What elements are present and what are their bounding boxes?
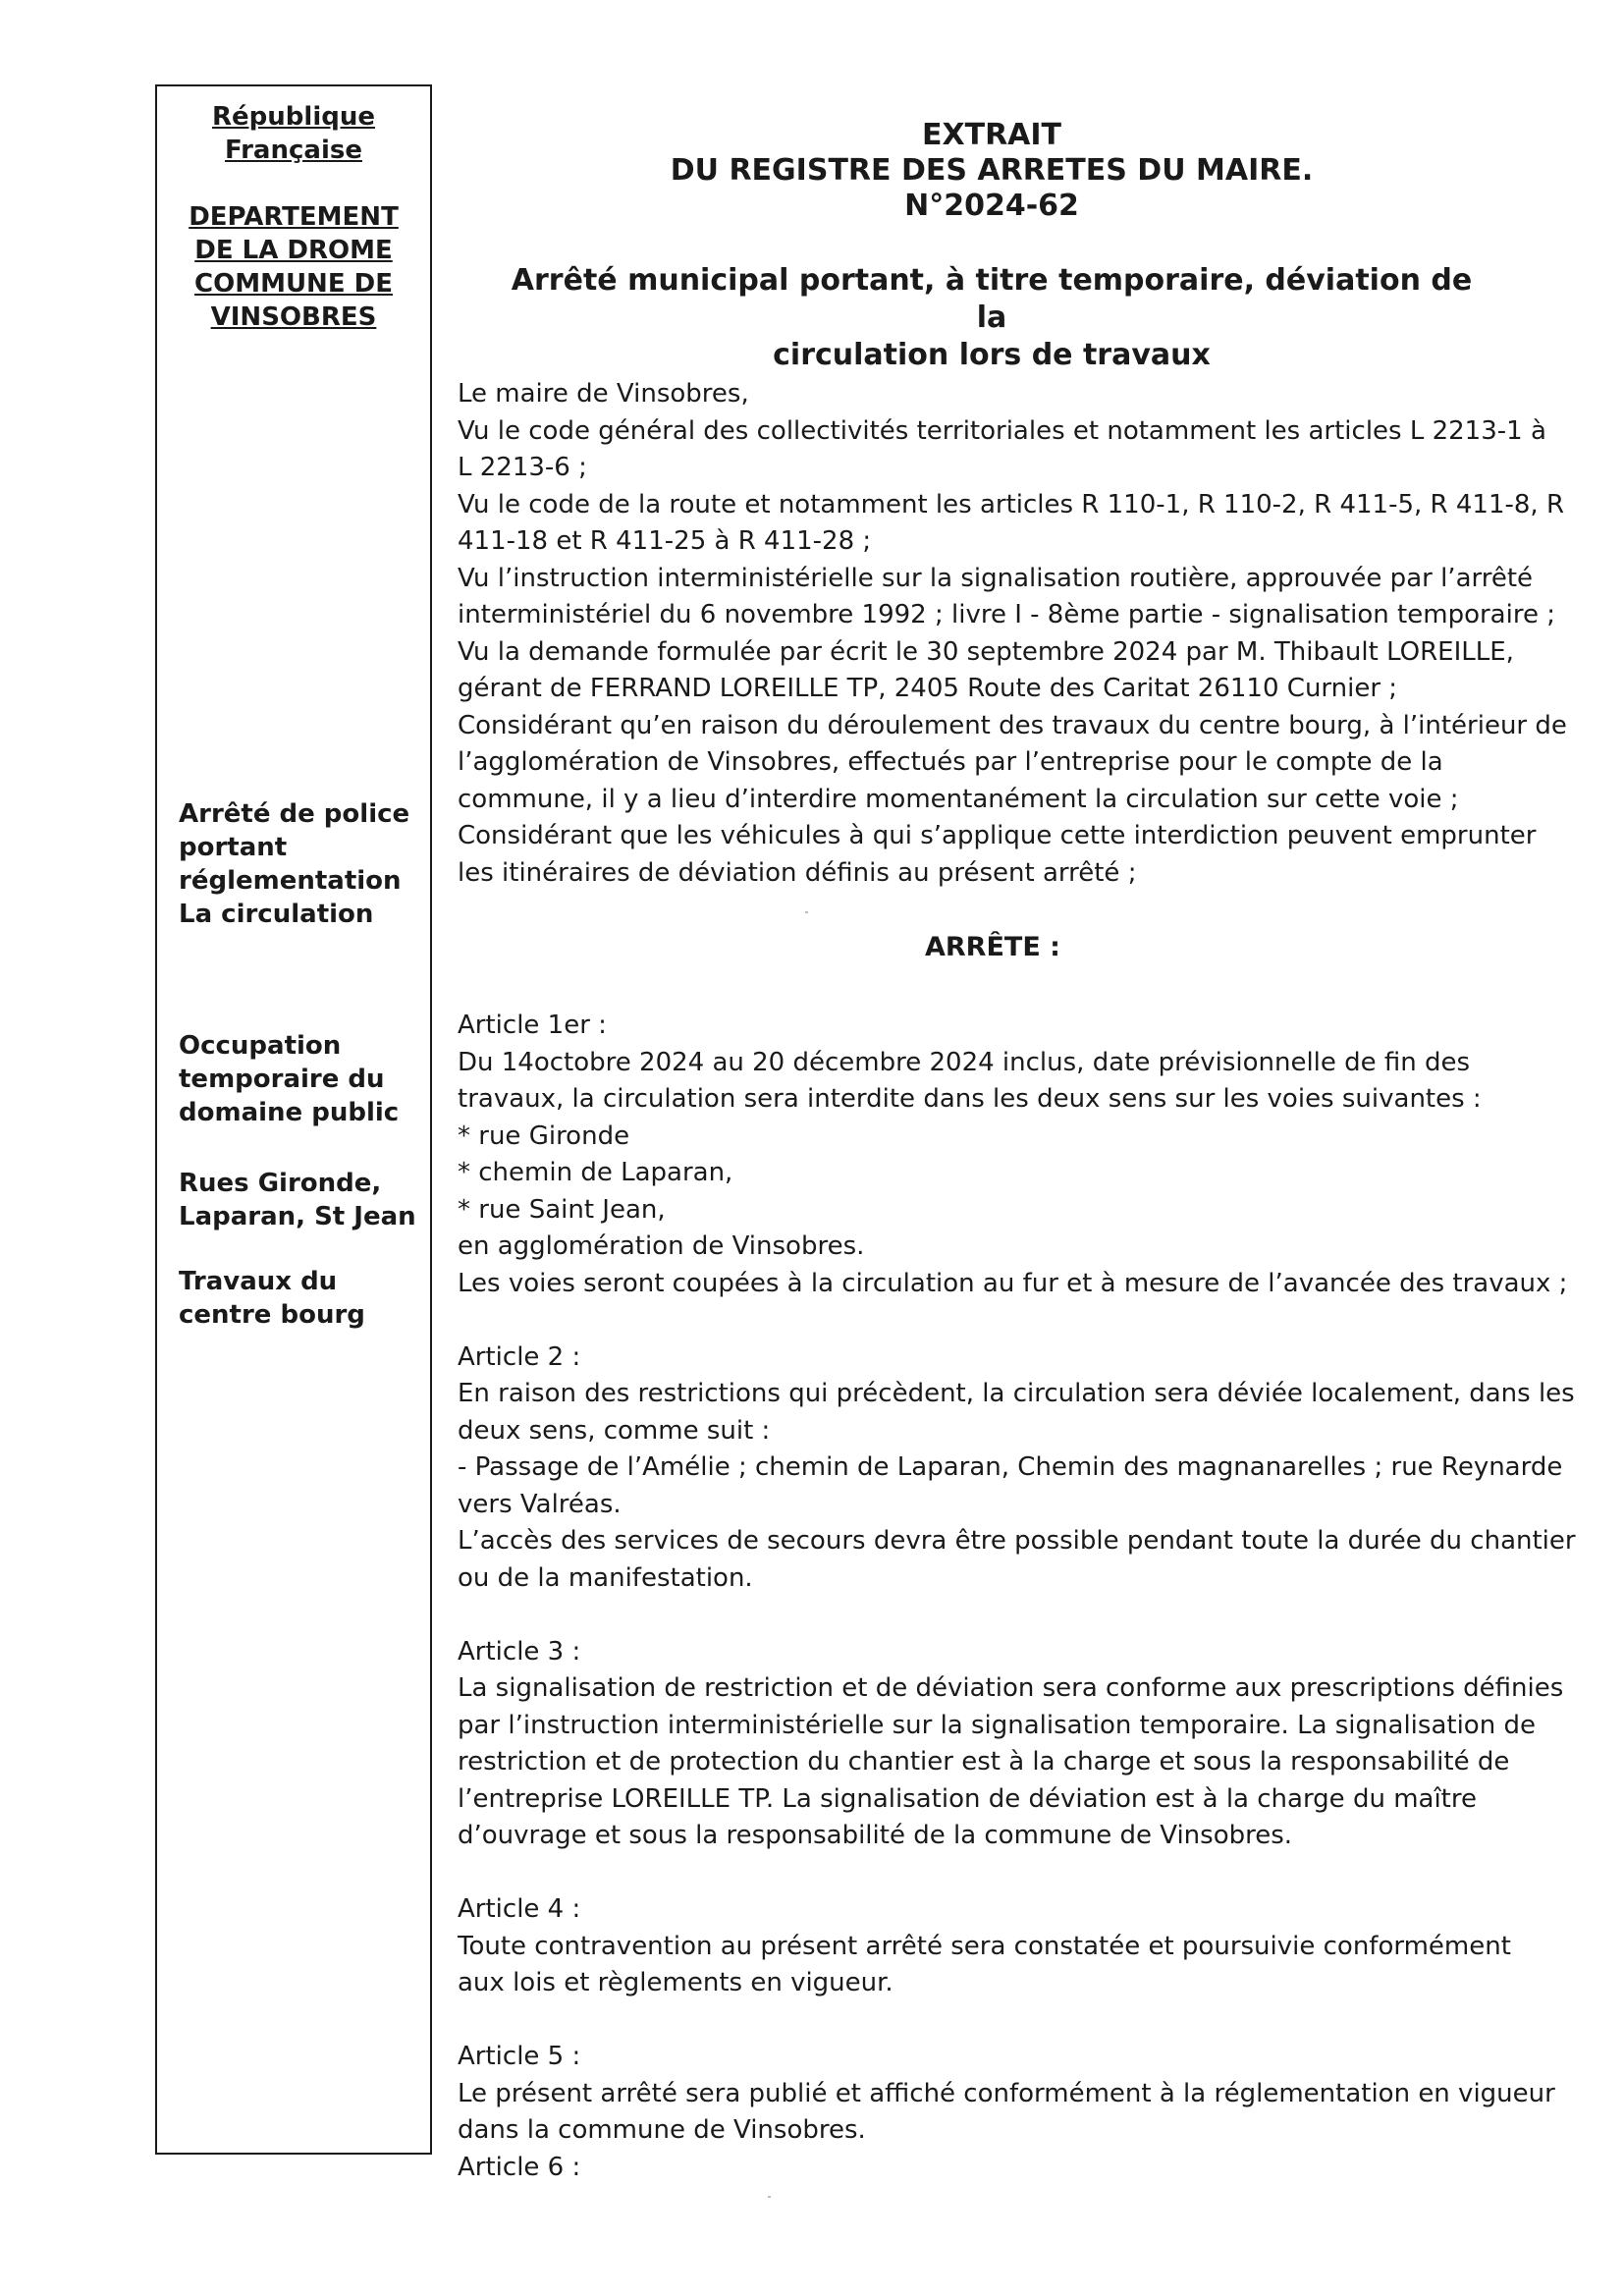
article-line: Le présent arrêté sera publié et affiché conformément à la réglementation en vigueur xyxy=(458,2078,1555,2108)
sidebar-header xyxy=(157,100,430,167)
subtitle-line: Arrêté municipal portant, à titre temporaire, déviation de la xyxy=(511,263,1473,335)
article-line: vers Valréas. xyxy=(458,1489,622,1519)
sidebar-department-line: DE LA DROME xyxy=(194,236,393,265)
article-line: aux lois et règlements en vigueur. xyxy=(458,1968,893,1997)
preamble-line: l’agglomération de Vinsobres, effectués par l’entreprise pour le compte de la xyxy=(458,747,1443,777)
sidebar-occupation-note xyxy=(179,1029,424,1129)
article-line: Du 14octobre 2024 au 20 décembre 2024 inclus, date prévisionnelle de fin des xyxy=(458,1047,1471,1077)
scan-speck xyxy=(768,2196,771,2198)
paragraph-gap xyxy=(458,1855,1528,1892)
subtitle-line: circulation lors de travaux xyxy=(773,338,1211,372)
article-line: En raison des restrictions qui précèdent, la circulation sera déviée localement, dans les xyxy=(458,1379,1575,1408)
sidebar-department-line: VINSOBRES xyxy=(210,302,377,332)
sidebar-department-line: DEPARTEMENT xyxy=(189,202,399,232)
scan-speck xyxy=(805,911,808,913)
article-3 xyxy=(458,1634,1564,1855)
sidebar-works-line: Travaux du xyxy=(179,1267,338,1296)
preamble-line: Considérant qu’en raison du déroulement des travaux du centre bourg, à l’intérieur de xyxy=(458,710,1567,740)
article-line: L’accès des services de secours devra être possible pendant toute la durée du chantier xyxy=(458,1526,1576,1556)
article-line: par l’instruction interministérielle sur la signalisation temporaire. La signalisation de xyxy=(458,1710,1536,1740)
article-line: * rue Saint Jean, xyxy=(458,1194,666,1225)
sidebar-header-line: Française xyxy=(225,136,362,165)
article-line: d’ouvrage et sous la responsabilité de la commune de Vinsobres. xyxy=(458,1821,1293,1850)
preamble-line: 411-18 et R 411-25 à R 411-28 ; xyxy=(458,526,872,556)
preamble-line: Vu l’instruction interministérielle sur la signalisation routière, approuvée par l’arrêté xyxy=(458,563,1534,593)
preamble-line: interministériel du 6 novembre 1992 ; livre I - 8ème partie - signalisation temporaire ; xyxy=(458,600,1555,629)
article-line: l’entreprise LOREILLE TP. La signalisation de déviation est à la charge du maître xyxy=(458,1783,1477,1814)
preamble-line: Vu le code de la route et notamment les articles R 110-1, R 110-2, R 411-5, R 411-8, R xyxy=(458,489,1565,519)
title-line: N°2024-62 xyxy=(904,189,1079,223)
article-5 xyxy=(458,2039,1555,2150)
article-title: Article 6 : xyxy=(458,2152,581,2182)
article-title: Article 2 : xyxy=(458,1341,581,1372)
article-line: La signalisation de restriction et de déviation sera conforme aux prescriptions définies xyxy=(458,1673,1564,1703)
sidebar-works-note xyxy=(179,1265,424,1332)
article-line: Les voies seront coupées à la circulation au fur et à mesure de l’avancée des travaux ; xyxy=(458,1268,1568,1298)
title-line: EXTRAIT xyxy=(921,118,1062,152)
sidebar-occupation-line: temporaire du xyxy=(179,1065,385,1094)
sidebar-department xyxy=(157,200,430,334)
preamble-line: L 2213-6 ; xyxy=(458,453,587,482)
arrete-heading: ARRÊTE : xyxy=(925,932,1060,962)
article-title: Article 4 : xyxy=(458,1894,581,1924)
sidebar-occupation-line: Occupation xyxy=(179,1031,342,1061)
article-line: travaux, la circulation sera interdite dans les deux sens sur les voies suivantes : xyxy=(458,1084,1482,1114)
title-line: DU REGISTRE DES ARRETES DU MAIRE. xyxy=(670,153,1314,188)
sidebar-police-line: réglementation xyxy=(179,866,402,896)
sidebar-department-line: COMMUNE DE xyxy=(194,269,393,299)
article-title: Article 3 : xyxy=(458,1636,581,1667)
sidebar-streets-line: Laparan, St Jean xyxy=(179,1202,416,1231)
paragraph-gap xyxy=(458,1597,1528,1634)
sidebar-works-line: centre bourg xyxy=(179,1300,365,1330)
paragraph-gap xyxy=(458,1302,1528,1339)
sidebar-police-line: La circulation xyxy=(179,900,374,929)
article-2 xyxy=(458,1339,1576,1598)
article-line: deux sens, comme suit : xyxy=(458,1415,771,1446)
article-line: en agglomération de Vinsobres. xyxy=(458,1231,865,1261)
paragraph-gap xyxy=(458,2002,1528,2040)
preamble-line: Vu le code général des collectivités territoriales et notamment les articles L 2213-1 à xyxy=(458,415,1546,446)
article-line: - Passage de l’Amélie ; chemin de Laparan, Chemin des magnanarelles ; rue Reynarde xyxy=(458,1452,1563,1482)
sidebar-police-line: Arrêté de police xyxy=(179,799,410,829)
sidebar-header-line: République xyxy=(212,102,375,132)
article-line: Toute contravention au présent arrêté sera constatée et poursuivie conformément xyxy=(458,1931,1511,1961)
sidebar-occupation-line: domaine public xyxy=(179,1098,400,1127)
article-4 xyxy=(458,1891,1528,2002)
preamble-line: Le maire de Vinsobres, xyxy=(458,379,749,409)
sidebar-box xyxy=(155,84,432,2155)
preamble-line: Vu la demande formulée par écrit le 30 septembre 2024 par M. Thibault LOREILLE, xyxy=(458,636,1514,667)
document-subtitle xyxy=(511,262,1473,374)
article-1 xyxy=(458,1008,1568,1302)
article-line: * rue Gironde xyxy=(458,1121,630,1151)
document-title xyxy=(511,118,1473,224)
sidebar-streets-line: Rues Gironde, xyxy=(179,1169,382,1198)
article-title: Article 5 : xyxy=(458,2042,581,2071)
article-line: restriction et de protection du chantier est à la charge et sous la responsabilité de xyxy=(458,1747,1510,1777)
article-line: ou de la manifestation. xyxy=(458,1562,753,1593)
article-title: Article 1er : xyxy=(458,1011,607,1040)
sidebar-police-note xyxy=(179,797,424,931)
preamble-line: Considérant que les véhicules à qui s’applique cette interdiction peuvent emprunter xyxy=(458,821,1537,850)
sidebar-streets-note xyxy=(179,1167,424,1233)
preamble xyxy=(458,376,1567,892)
articles xyxy=(458,1008,1576,2186)
preamble-line: gérant de FERRAND LOREILLE TP, 2405 Route des Caritat 26110 Curnier ; xyxy=(458,674,1398,703)
preamble-line: commune, il y a lieu d’interdire momentanément la circulation sur cette voie ; xyxy=(458,784,1459,814)
preamble-line: les itinéraires de déviation définis au présent arrêté ; xyxy=(458,857,1137,888)
article-line: * chemin de Laparan, xyxy=(458,1158,733,1187)
sidebar-police-line: portant xyxy=(179,833,288,862)
article-line: dans la commune de Vinsobres. xyxy=(458,2115,866,2145)
article-6 xyxy=(458,2150,1528,2187)
